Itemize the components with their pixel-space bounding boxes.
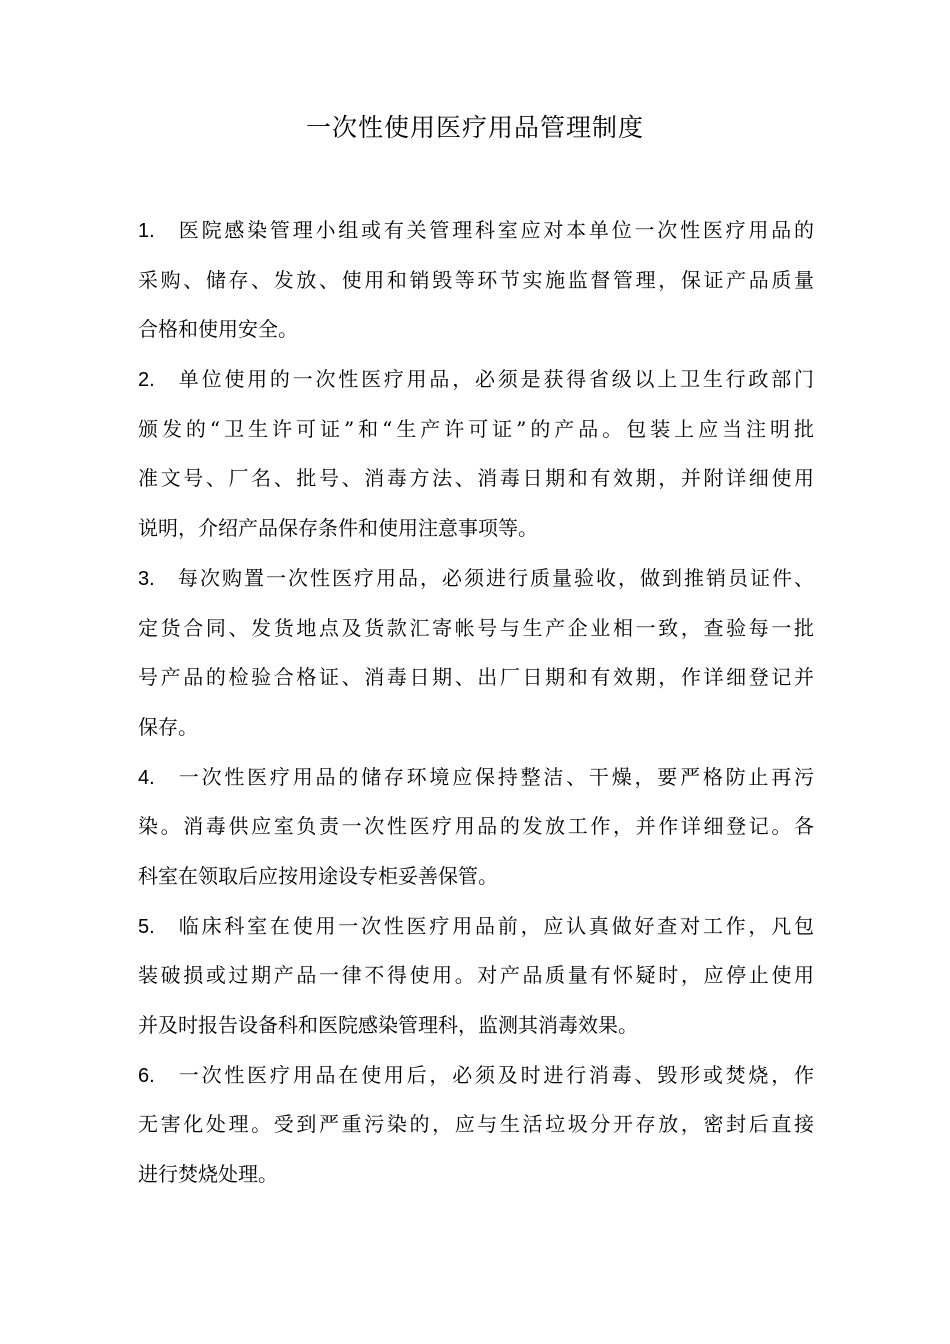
- rule-line: 并及时报告设备科和医院感染管理科，监测其消毒效果。: [138, 1013, 638, 1037]
- rule-number: 3.: [138, 567, 155, 590]
- rule-line: [138, 902, 814, 952]
- rules-list: [138, 206, 814, 1200]
- rule-item-5: [138, 902, 814, 1051]
- rule-line: 说明，介绍产品保存条件和使用注意事项等。: [138, 516, 538, 541]
- rule-line: [138, 1051, 814, 1101]
- rule-text: 一次性医疗用品在使用后，必须及时进行消毒、毁形或焚烧，作: [176, 1062, 814, 1087]
- rule-line: 染。消毒供应室负责一次性医疗用品的发放工作，并作详细登记。各: [138, 814, 814, 839]
- rule-line: 合格和使用安全。: [138, 317, 298, 342]
- rule-line: [138, 554, 814, 604]
- rule-text: 医院感染管理小组或有关管理科室应对本单位一次性医疗用品的: [176, 218, 814, 242]
- rule-number: 4.: [138, 766, 155, 789]
- rule-number: 5.: [138, 915, 155, 938]
- rule-line: 定货合同、发货地点及货款汇寄帐号与生产企业相一致，查验每一批: [138, 615, 814, 640]
- rule-line: 保存。: [138, 714, 198, 739]
- rule-text: 单位使用的一次性医疗用品，必须是获得省级以上卫生行政部门: [176, 367, 814, 392]
- rule-number: 6.: [138, 1064, 155, 1087]
- rule-line: 号产品的检验合格证、消毒日期、出厂日期和有效期，作详细登记并: [138, 665, 814, 690]
- rule-line: 准文号、厂名、批号、消毒方法、消毒日期和有效期，并附详细使用: [138, 466, 814, 491]
- rule-line: [138, 355, 814, 405]
- rule-item-6: [138, 1051, 814, 1200]
- rule-number: 1.: [138, 220, 155, 242]
- rule-item-3: [138, 554, 814, 753]
- document-title: 一次性使用医疗用品管理制度: [305, 113, 644, 142]
- rule-text: 一次性医疗用品的储存环境应保持整洁、干燥，要严格防止再污: [176, 764, 814, 789]
- rule-line: 颁发的“卫生许可证”和“生产许可证”的产品。包装上应当注明批: [138, 416, 814, 441]
- rule-item-2: [138, 355, 814, 554]
- rule-text: 临床科室在使用一次性医疗用品前，应认真做好查对工作，凡包: [176, 913, 814, 938]
- rule-number: 2.: [138, 369, 155, 392]
- rule-line: [138, 753, 814, 803]
- rule-line: 采购、储存、发放、使用和销毁等环节实施监督管理，保证产品质量: [138, 267, 814, 292]
- rule-line: [138, 206, 814, 256]
- rule-item-4: [138, 753, 814, 902]
- rule-line: 装破损或过期产品一律不得使用。对产品质量有怀疑时，应停止使用: [138, 963, 814, 988]
- rule-line: 进行焚烧处理。: [138, 1162, 278, 1187]
- rule-line: 无害化处理。受到严重污染的，应与生活垃圾分开存放，密封后直接: [138, 1112, 814, 1137]
- rule-item-1: [138, 206, 814, 355]
- rule-text: 每次购置一次性医疗用品，必须进行质量验收，做到推销员证件、: [176, 565, 814, 590]
- rule-line: 科室在领取后应按用途设专柜妥善保管。: [138, 863, 498, 888]
